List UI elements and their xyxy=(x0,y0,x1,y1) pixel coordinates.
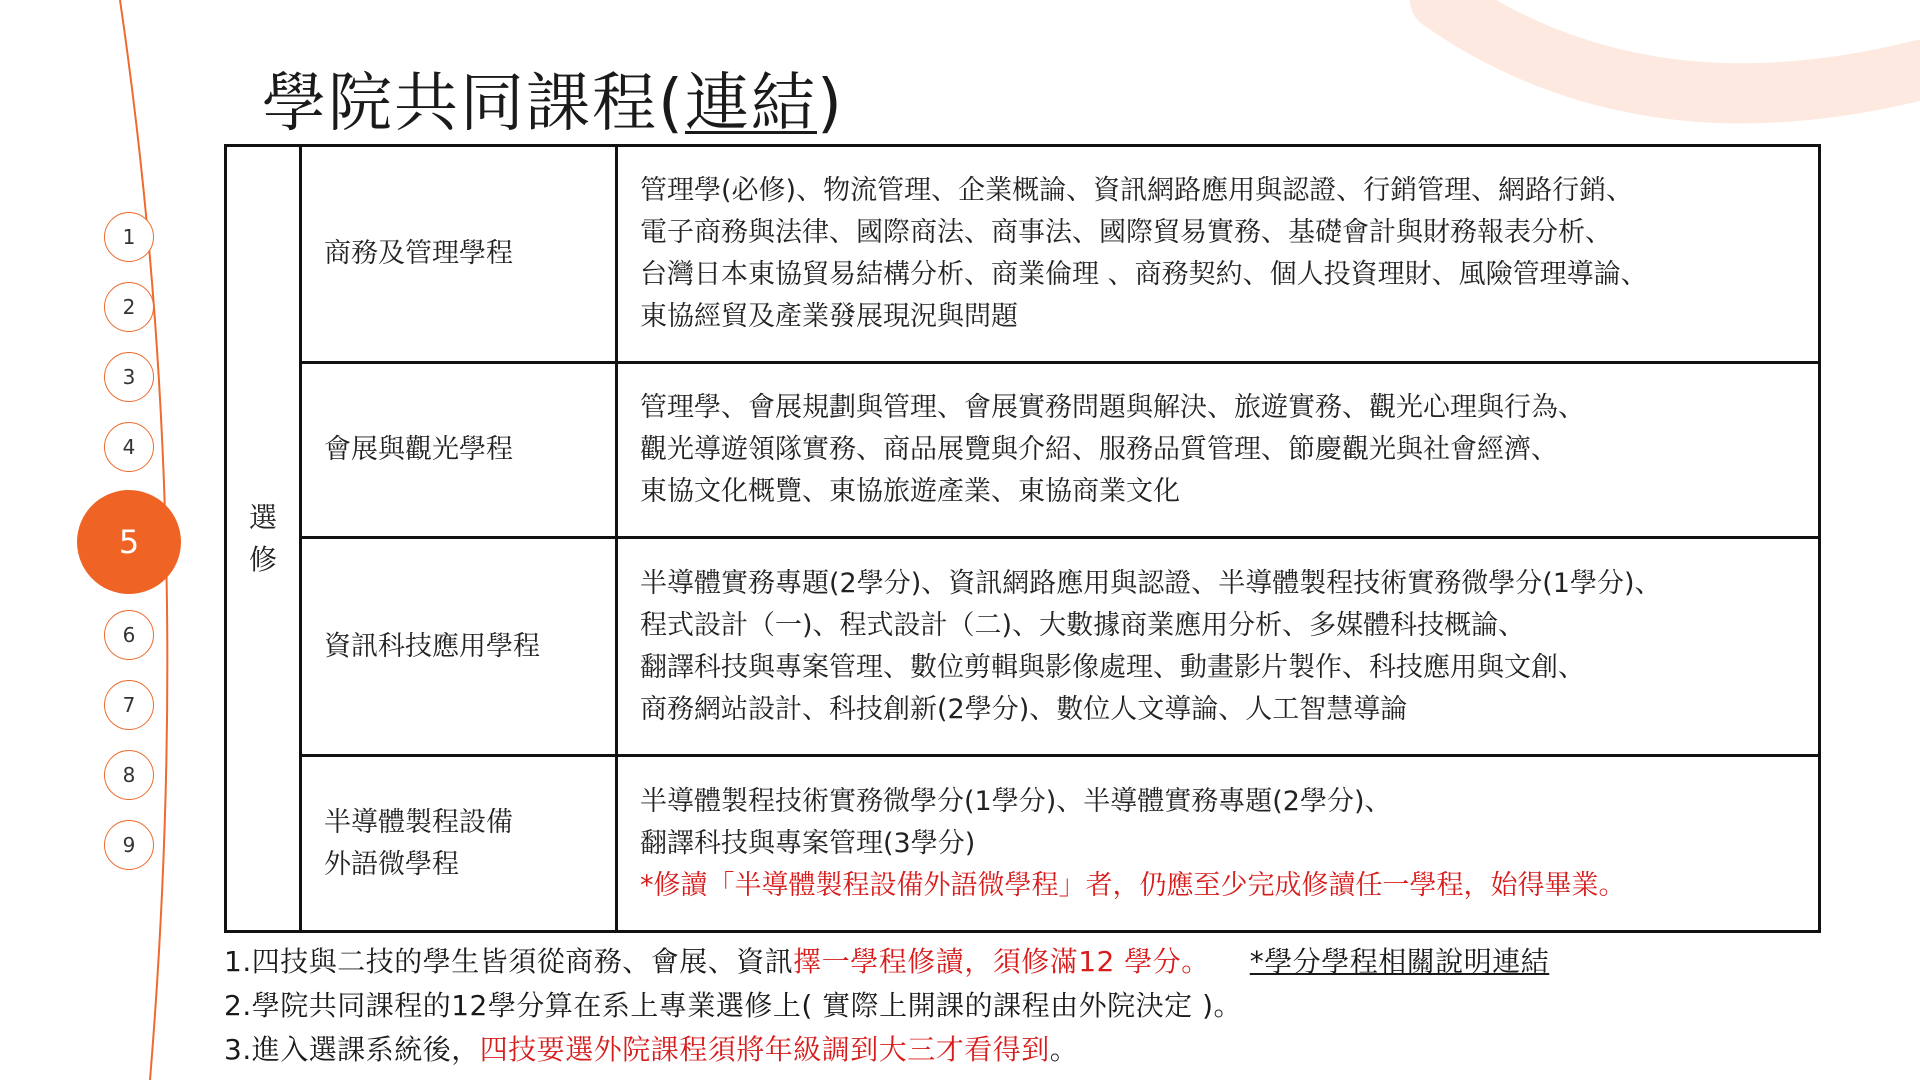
page-dot-8[interactable]: 8 xyxy=(104,750,154,800)
program-it-applications: 資訊科技應用學程 xyxy=(301,538,617,756)
title-link[interactable]: 連結 xyxy=(684,67,817,141)
program-mice-tourism: 會展與觀光學程 xyxy=(301,363,617,538)
page-dot-6[interactable]: 6 xyxy=(104,610,154,660)
credit-program-info-link[interactable]: *學分學程相關說明連結 xyxy=(1249,945,1550,978)
page-dot-4[interactable]: 4 xyxy=(104,422,154,472)
course-table xyxy=(224,144,1821,933)
page-dot-5-active[interactable]: 5 xyxy=(77,490,181,594)
graduation-note: *修讀「半導體製程設備外語微學程」者，仍應至少完成修讀任一學程，始得畢業。 xyxy=(640,869,1626,901)
course-list-business: 管理學(必修)、物流管理、企業概論、資訊網路應用與認證、行銷管理、網路行銷、 電子商務與法律、國際商法、商事法、國際貿易實務、基礎會計與財務報表分析、 台灣日本東協貿易結構分析、商業倫理 、商務契約、個人投資理財、風險管理導論、 東協經貿及產業發展現況與問題 xyxy=(617,146,1820,363)
title-close: ) xyxy=(816,67,844,141)
page-dot-7[interactable]: 7 xyxy=(104,680,154,730)
course-list-semiconductor: 半導體製程技術實務微學分(1學分)、半導體實務專題(2學分)、 翻譯科技與專案管理(3學分) *修讀「半導體製程設備外語微學程」者，仍應至少完成修讀任一學程，始得畢業。 xyxy=(617,756,1820,932)
page-dot-2[interactable]: 2 xyxy=(104,282,154,332)
table-row xyxy=(226,756,1820,932)
note-2: 2.學院共同課程的12學分算在系上專業選修上( 實際上開課的課程由外院決定 )。 xyxy=(224,989,1242,1022)
title-text: 學院共同課程( xyxy=(262,67,685,141)
course-list-it: 半導體實務專題(2學分)、資訊網路應用與認證、半導體製程技術實務微學分(1學分)、 程式設計（一)、程式設計（二)、大數據商業應用分析、多媒體科技概論、 翻譯科技與專案管理、數位剪輯與影像處理、動畫影片製作、科技應用與文創、 商務網站設計、科技創新(2學分)、數位人文導論、人工智慧導論 xyxy=(617,538,1820,756)
page-dot-1[interactable]: 1 xyxy=(104,212,154,262)
table-row xyxy=(226,363,1820,538)
note-3: 3.進入選課系統後，四技要選外院課程須將年級調到大三才看得到。 xyxy=(224,1033,1079,1066)
page-dot-3[interactable]: 3 xyxy=(104,352,154,402)
page-title xyxy=(262,52,844,144)
notes-section xyxy=(224,940,1824,1072)
program-semiconductor-micro: 半導體製程設備 外語微學程 xyxy=(301,756,617,932)
note-1: 1.四技與二技的學生皆須從商務、會展、資訊擇一學程修讀，須修滿12 學分。 *學分學程相關說明連結 xyxy=(224,945,1550,978)
course-list-tourism: 管理學、會展規劃與管理、會展實務問題與解決、旅遊實務、觀光心理與行為、 觀光導遊領隊實務、商品展覽與介紹、服務品質管理、節慶觀光與社會經濟、 東協文化概覽、東協旅遊產業、東協商業文化 xyxy=(617,363,1820,538)
table-row xyxy=(226,538,1820,756)
table-row xyxy=(226,146,1820,363)
page-dot-9[interactable]: 9 xyxy=(104,820,154,870)
program-business-management: 商務及管理學程 xyxy=(301,146,617,363)
elective-label: 選 修 xyxy=(226,146,301,932)
